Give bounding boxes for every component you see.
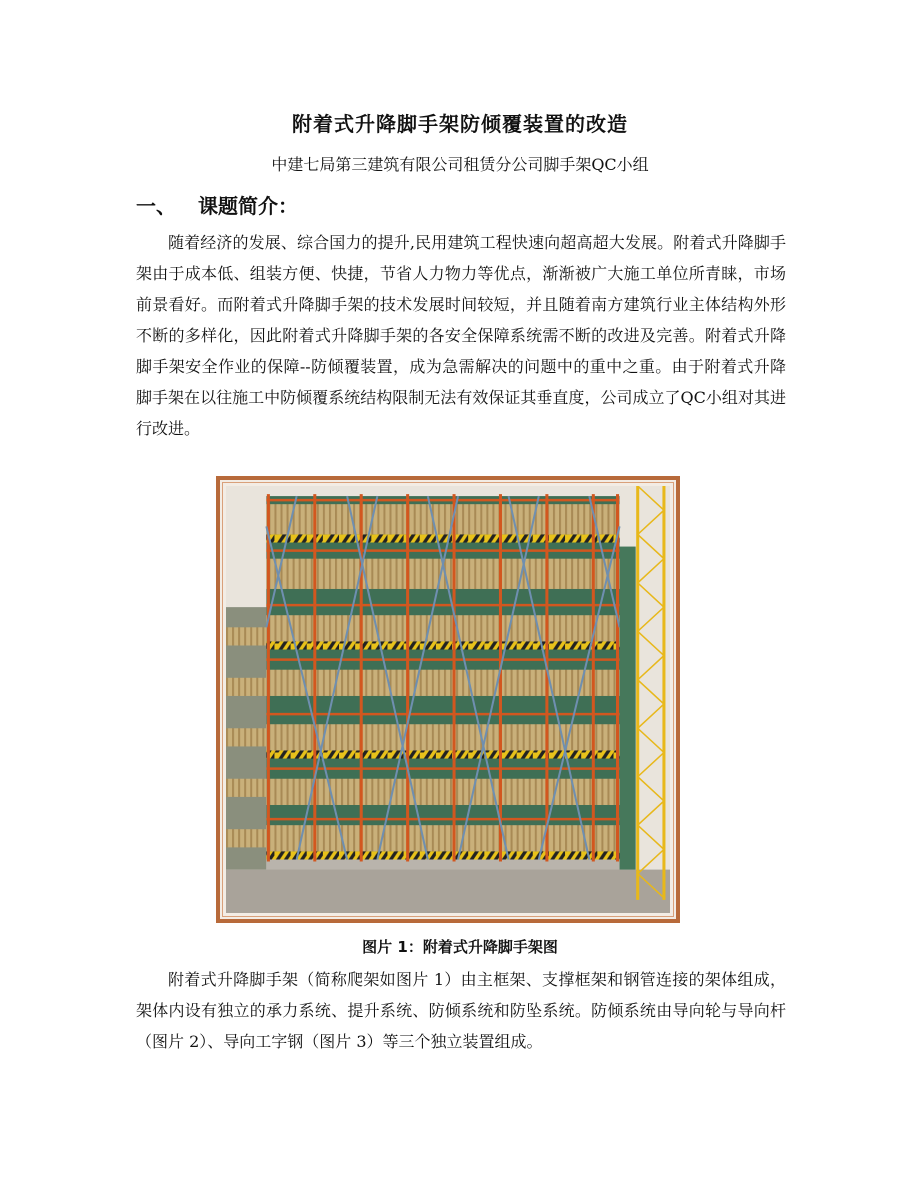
scaffold-illustration [226,486,670,913]
document-subtitle: 中建七局第三建筑有限公司租赁分公司脚手架QC小组 [271,155,649,174]
section-heading [136,190,298,219]
scaffold-photo [216,476,680,923]
document-title: 附着式升降脚手架防倾覆装置的改造 [292,112,628,136]
intro-paragraph: 随着经济的发展、综合国力的提升,民用建筑工程快速向超高超大发展。附着式升降脚手架由于成本低、组装方便、快捷，节省人力物力等优点，渐渐被广大施工单位所青睐，市场前景看好。而附着式升降脚手架的技术发展时间较短，并且随着南方建筑行业主体结构外形不断的多样化，因此附着式升降脚手架的各安全保障系统需不断的改进及完善。附着式升降脚手架安全作业的保障--防倾覆装置，成为急需解决的问题中的重中之重。由于附着式升降脚手架在以往施工中防倾覆系统结构限制无法有效保证其垂直度，公司成立了QC小组对其进行改进。 [136,233,786,438]
description-paragraph: 附着式升降脚手架（简称爬架如图片 1）由主框架、支撑框架和钢管连接的架体组成，架体内设有独立的承力系统、提升系统、防倾系统和防坠系统。防倾系统由导向轮与导向杆（图片 2）、导向工字钢（图片 3）等三个独立装置组成。 [136,970,786,1051]
section-number: 一、 [136,194,176,218]
figure-caption: 图片 1：附着式升降脚手架图 [362,938,558,956]
section-title: 课题简介： [198,194,298,218]
